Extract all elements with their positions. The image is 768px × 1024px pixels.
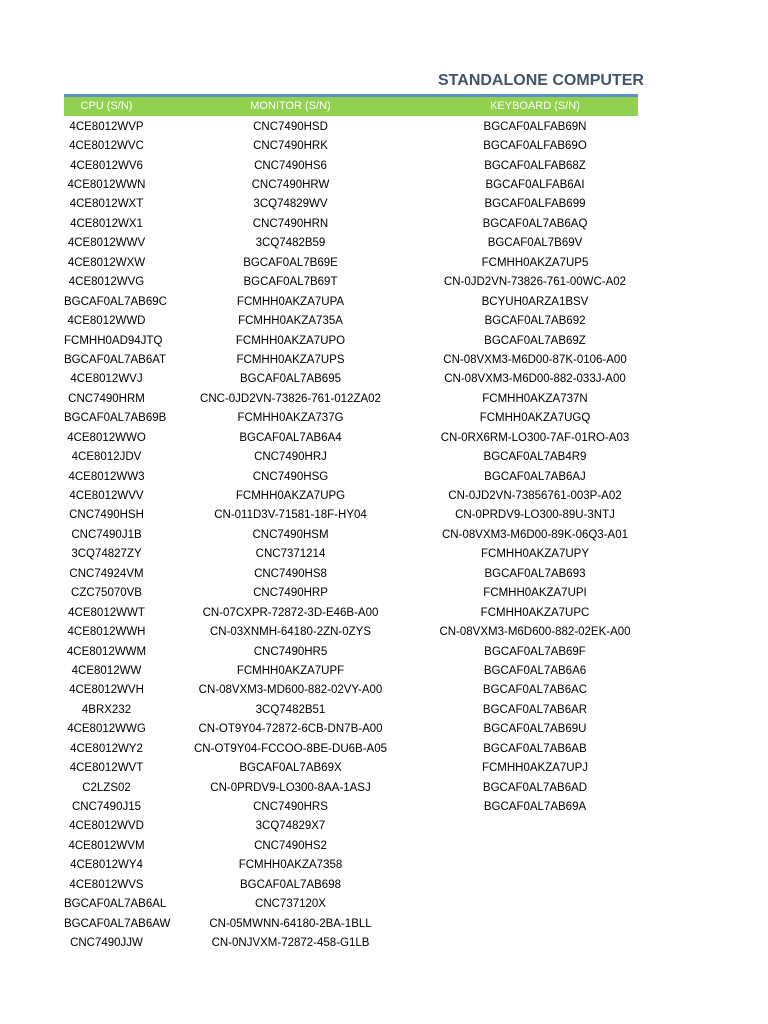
table-row bbox=[64, 817, 638, 836]
table-row bbox=[64, 836, 638, 855]
cpu-cell: 4CE8012WVV bbox=[69, 490, 144, 503]
table-row bbox=[64, 875, 638, 894]
keyboard-cell: BGCAF0AL7AB4R9 bbox=[483, 451, 587, 464]
monitor-cell: CNC7490HSG bbox=[252, 470, 329, 483]
monitor-cell: BGCAF0AL7B69T bbox=[243, 276, 338, 289]
table-row bbox=[64, 584, 638, 603]
monitor-cell: 3CQ7482B59 bbox=[255, 237, 326, 250]
cpu-cell: 4CE8012WY4 bbox=[70, 859, 143, 872]
cpu-cell: 4CE8012WWD bbox=[67, 315, 146, 328]
cpu-cell: 4CE8012WW3 bbox=[68, 470, 145, 483]
monitor-cell: CNC7490HRN bbox=[252, 217, 329, 230]
table-row bbox=[64, 214, 638, 233]
monitor-cell: CN-OT9Y04-72872-6CB-DN7B-A00 bbox=[198, 723, 383, 736]
monitor-cell: FCMHH0AKZA737G bbox=[237, 412, 344, 425]
cpu-cell: 4CE8012WVP bbox=[69, 120, 144, 133]
monitor-cell: BGCAF0AL7B69E bbox=[243, 256, 338, 269]
keyboard-cell: CN-0RX6RM-LO300-7AF-01RO-A03 bbox=[440, 431, 630, 444]
header-keyboard: KEYBOARD (S/N) bbox=[490, 100, 580, 112]
cpu-cell: 4CE8012WV6 bbox=[70, 159, 143, 172]
table-row bbox=[64, 700, 638, 719]
monitor-cell: CNC7490HR5 bbox=[253, 645, 328, 658]
monitor-cell: FCMHH0AKZA7UPF bbox=[236, 664, 345, 677]
keyboard-cell: CN-08VXM3-M6D00-87K-0106-A00 bbox=[443, 353, 627, 366]
monitor-cell: 3CQ7482B51 bbox=[255, 703, 326, 716]
cpu-cell: 4CE8012WWN bbox=[67, 179, 146, 192]
keyboard-cell: BGCAF0AL7B69V bbox=[487, 237, 583, 250]
monitor-cell: CNC7490HRS bbox=[253, 801, 328, 814]
monitor-cell: CNC7490HSM bbox=[252, 528, 329, 541]
keyboard-cell: FCMHH0AKZA7UP5 bbox=[481, 256, 589, 269]
monitor-cell: CNC7490HSD bbox=[253, 120, 328, 133]
keyboard-cell: BGCAF0ALFAB69O bbox=[483, 140, 587, 153]
monitor-cell: CNC7490HRJ bbox=[254, 451, 327, 464]
keyboard-cell: BGCAF0AL7AB69F bbox=[484, 645, 586, 658]
cpu-cell: CNC74924VM bbox=[69, 567, 144, 580]
cpu-cell: CNC7490J15 bbox=[71, 801, 142, 814]
table-row bbox=[64, 350, 638, 369]
keyboard-cell: BGCAF0AL7AB69A bbox=[483, 801, 587, 814]
monitor-cell: FCMHH0AKZA7UPS bbox=[236, 353, 345, 366]
monitor-cell: CNC7490HS6 bbox=[254, 159, 327, 172]
table-row bbox=[64, 409, 638, 428]
monitor-cell: FCMHH0AKZA7UPA bbox=[236, 295, 345, 308]
table-row bbox=[64, 370, 638, 389]
monitor-cell: FCMHH0AKZA7358 bbox=[238, 859, 343, 872]
keyboard-cell: BGCAF0AL7AB692 bbox=[484, 315, 586, 328]
keyboard-cell: BGCAF0AL7AB69U bbox=[483, 723, 587, 736]
cpu-cell: BGCAF0AL7AB6AL bbox=[64, 898, 167, 911]
table-row bbox=[64, 428, 638, 447]
table-row bbox=[64, 642, 638, 661]
table-row bbox=[64, 136, 638, 155]
table-row bbox=[64, 778, 638, 797]
monitor-cell: CN-05MWNN-64180-2BA-1BLL bbox=[209, 917, 372, 930]
monitor-cell: BGCAF0AL7AB695 bbox=[239, 373, 341, 386]
table-row bbox=[64, 311, 638, 330]
cpu-cell: 4CE8012WVC bbox=[69, 140, 144, 153]
monitor-cell: CN-0NJVXM-72872-458-G1LB bbox=[211, 937, 370, 950]
keyboard-cell: CN-0JD2VN-73856761-003P-A02 bbox=[448, 490, 622, 503]
cpu-cell: CNC7490J1B bbox=[71, 528, 142, 541]
cpu-cell: 4CE8012WWH bbox=[67, 626, 146, 639]
keyboard-cell: BGCAF0ALFAB68Z bbox=[484, 159, 586, 172]
cpu-cell: 4CE8012WXT bbox=[69, 198, 144, 211]
cpu-cell: 4CE8012WY2 bbox=[70, 742, 143, 755]
table-row bbox=[64, 933, 638, 952]
monitor-cell: BGCAF0AL7AB69X bbox=[239, 762, 342, 775]
table-row bbox=[64, 447, 638, 466]
monitor-cell: CNC7490HRK bbox=[253, 140, 328, 153]
keyboard-cell: FCMHH0AKZA737N bbox=[482, 392, 588, 405]
table-row bbox=[64, 856, 638, 875]
monitor-cell: 3CQ74829X7 bbox=[255, 820, 326, 833]
monitor-cell: FCMHH0AKZA735A bbox=[238, 315, 343, 328]
table-row bbox=[64, 467, 638, 486]
keyboard-cell: CN-0PRDV9-LO300-89U-3NTJ bbox=[455, 509, 615, 522]
table-body bbox=[64, 117, 638, 953]
keyboard-cell: FCMHH0AKZA7UPI bbox=[483, 587, 587, 600]
cpu-cell: 4CE8012WW bbox=[71, 664, 142, 677]
monitor-cell: 3CQ74829WV bbox=[253, 198, 328, 211]
table-row bbox=[64, 506, 638, 525]
table-header bbox=[64, 97, 638, 116]
keyboard-cell: FCMHH0AKZA7UPC bbox=[480, 606, 590, 619]
cpu-cell: 3CQ74827ZY bbox=[71, 548, 142, 561]
table-row bbox=[64, 564, 638, 583]
keyboard-cell: BGCAF0ALFAB69N bbox=[483, 120, 587, 133]
table-row bbox=[64, 525, 638, 544]
keyboard-cell: BCYUH0ARZA1BSV bbox=[481, 295, 589, 308]
cpu-cell: 4BRX232 bbox=[81, 703, 132, 716]
monitor-cell: BGCAF0AL7AB698 bbox=[239, 878, 341, 891]
table-row bbox=[64, 681, 638, 700]
keyboard-cell: FCMHH0AKZA7UPJ bbox=[481, 762, 589, 775]
monitor-cell: CNC7371214 bbox=[255, 548, 326, 561]
table-row bbox=[64, 273, 638, 292]
table-row bbox=[64, 545, 638, 564]
header-monitor: MONITOR (S/N) bbox=[250, 100, 331, 112]
cpu-cell: CNC7490JJW bbox=[70, 937, 143, 950]
keyboard-cell: BGCAF0AL7AB6A6 bbox=[483, 664, 587, 677]
table-row bbox=[64, 175, 638, 194]
table-row bbox=[64, 739, 638, 758]
monitor-cell: CNC7490HS8 bbox=[254, 567, 327, 580]
cpu-cell: 4CE8012WXW bbox=[67, 256, 146, 269]
cpu-cell: 4CE8012WVJ bbox=[70, 373, 143, 386]
table-row bbox=[64, 603, 638, 622]
keyboard-cell: BGCAF0AL7AB693 bbox=[484, 567, 586, 580]
keyboard-cell: CN-08VXM3-M6D600-882-02EK-A00 bbox=[439, 626, 631, 639]
cpu-cell: 4CE8012WWG bbox=[67, 723, 146, 736]
cpu-cell: 4CE8012WVH bbox=[69, 684, 144, 697]
keyboard-cell: CN-08VXM3-M6D00-89K-06Q3-A01 bbox=[442, 528, 628, 541]
table-row bbox=[64, 797, 638, 816]
table-row bbox=[64, 331, 638, 350]
table-row bbox=[64, 914, 638, 933]
keyboard-cell: FCMHH0AKZA7UGQ bbox=[479, 412, 591, 425]
keyboard-cell: BGCAF0AL7AB6AC bbox=[482, 684, 588, 697]
cpu-cell: FCMHH0AD94JTQ bbox=[64, 334, 163, 347]
monitor-cell: CNC7490HS2 bbox=[254, 839, 327, 852]
keyboard-cell: BGCAF0AL7AB69Z bbox=[484, 334, 586, 347]
monitor-cell: CN-03XNMH-64180-2ZN-0ZYS bbox=[209, 626, 372, 639]
monitor-cell: CNC737120X bbox=[255, 898, 326, 911]
cpu-cell: BGCAF0AL7AB6AT bbox=[64, 353, 167, 366]
monitor-cell: CNC-0JD2VN-73826-761-012ZA02 bbox=[200, 392, 381, 405]
cpu-cell: BGCAF0AL7AB69C bbox=[64, 295, 167, 308]
cpu-cell: CNC7490HRM bbox=[68, 392, 145, 405]
cpu-cell: 4CE8012WWO bbox=[67, 431, 146, 444]
keyboard-cell: BGCAF0AL7AB6AR bbox=[482, 703, 588, 716]
cpu-cell: C2LZS02 bbox=[82, 781, 131, 794]
cpu-cell: 4CE8012WVT bbox=[69, 762, 144, 775]
keyboard-cell: BGCAF0AL7AB6AJ bbox=[484, 470, 586, 483]
cpu-cell: 4CE8012JDV bbox=[71, 451, 142, 464]
keyboard-cell: BGCAF0AL7AB6AD bbox=[482, 781, 588, 794]
sheet-title: STANDALONE COMPUTER bbox=[438, 72, 644, 89]
cpu-cell: 4CE8012WWT bbox=[68, 606, 145, 619]
table-row bbox=[64, 720, 638, 739]
cpu-cell: 4CE8012WWV bbox=[67, 237, 146, 250]
keyboard-cell: FCMHH0AKZA7UPY bbox=[481, 548, 589, 561]
keyboard-cell: BGCAF0ALFAB6AI bbox=[485, 179, 585, 192]
monitor-cell: BGCAF0AL7AB6A4 bbox=[239, 431, 342, 444]
keyboard-cell: BGCAF0AL7AB6AQ bbox=[482, 217, 588, 230]
monitor-cell: CNC7490HRP bbox=[253, 587, 328, 600]
monitor-cell: CN-08VXM3-MD600-882-02VY-A00 bbox=[198, 684, 383, 697]
cpu-cell: 4CE8012WVD bbox=[69, 820, 144, 833]
monitor-cell: CN-0PRDV9-LO300-8AA-1ASJ bbox=[210, 781, 371, 794]
monitor-cell: FCMHH0AKZA7UPO bbox=[235, 334, 346, 347]
table-row bbox=[64, 622, 638, 641]
table-row bbox=[64, 195, 638, 214]
cpu-cell: BGCAF0AL7AB6AW bbox=[64, 917, 171, 930]
table-row bbox=[64, 758, 638, 777]
table-row bbox=[64, 486, 638, 505]
cpu-cell: 4CE8012WX1 bbox=[70, 217, 143, 230]
table-row bbox=[64, 253, 638, 272]
cpu-cell: BGCAF0AL7AB69B bbox=[64, 412, 167, 425]
table-row bbox=[64, 234, 638, 253]
keyboard-cell: BGCAF0AL7AB6AB bbox=[483, 742, 587, 755]
monitor-cell: CN-011D3V-71581-18F-HY04 bbox=[214, 509, 367, 522]
keyboard-cell: CN-0JD2VN-73826-761-00WC-A02 bbox=[443, 276, 627, 289]
cpu-cell: CZC75070VB bbox=[71, 587, 142, 600]
monitor-cell: CN-OT9Y04-FCCOO-8BE-DU6B-A05 bbox=[194, 742, 387, 755]
keyboard-cell: CN-08VXM3-M6D00-882-033J-A00 bbox=[444, 373, 626, 386]
table-row bbox=[64, 895, 638, 914]
monitor-cell: CNC7490HRW bbox=[251, 179, 330, 192]
cpu-cell: 4CE8012WVG bbox=[68, 276, 145, 289]
cpu-cell: CNC7490HSH bbox=[69, 509, 144, 522]
keyboard-cell: BGCAF0ALFAB699 bbox=[484, 198, 586, 211]
header-cpu: CPU (S/N) bbox=[80, 100, 133, 112]
monitor-cell: CN-07CXPR-72872-3D-E46B-A00 bbox=[202, 606, 379, 619]
table-row bbox=[64, 156, 638, 175]
table-row bbox=[64, 292, 638, 311]
table-row bbox=[64, 661, 638, 680]
cpu-cell: 4CE8012WVS bbox=[69, 878, 144, 891]
monitor-cell: FCMHH0AKZA7UPG bbox=[235, 490, 346, 503]
cpu-cell: 4CE8012WVM bbox=[68, 839, 145, 852]
table-row bbox=[64, 389, 638, 408]
cpu-cell: 4CE8012WWM bbox=[66, 645, 147, 658]
table-row bbox=[64, 117, 638, 136]
